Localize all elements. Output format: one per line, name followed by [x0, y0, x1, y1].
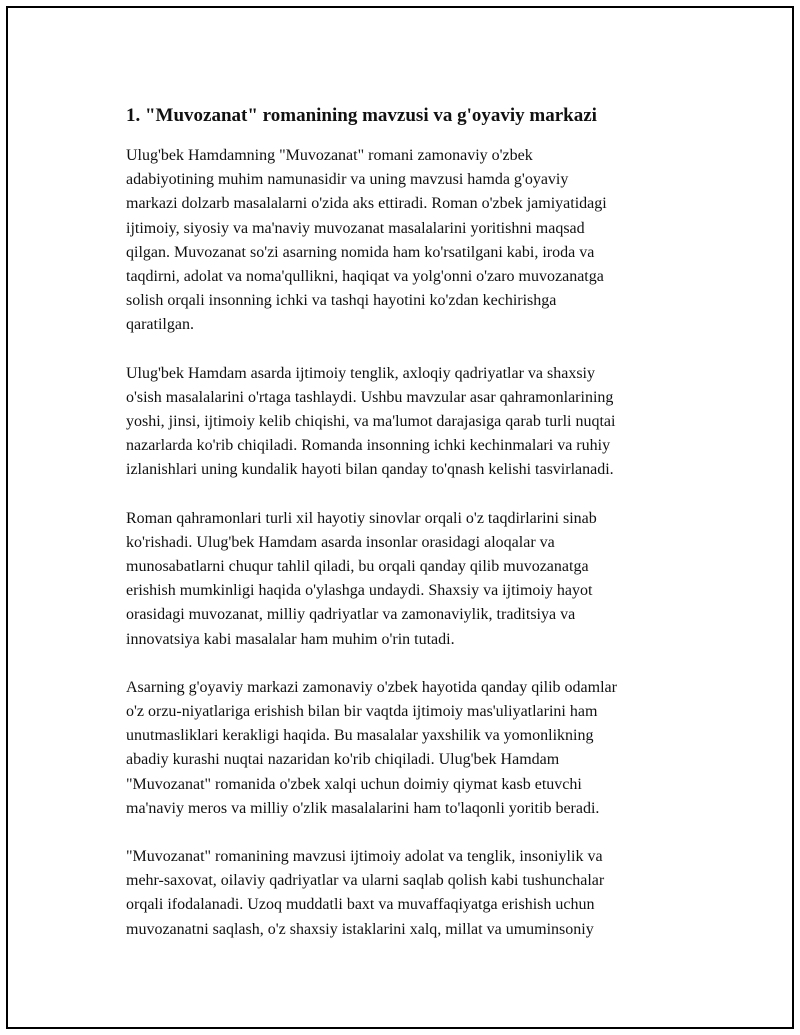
- paragraph: [126, 507, 694, 652]
- text-line: o'sish masalalarini o'rtaga tashlaydi. Ushbu mavzular asar qahramonlarining: [126, 388, 614, 406]
- text-line: solish orqali insonning ichki va tashqi hayotini ko'zdan kechirishga: [126, 292, 557, 310]
- text-line: o'z orzu-niyatlariga erishish bilan bir vaqtda ijtimoiy mas'uliyatlarini ham: [126, 703, 598, 721]
- paragraph: [126, 676, 694, 821]
- text-line: ijtimoiy, siyosiy va ma'naviy muvozanat masalalarini yoritishni maqsad: [126, 219, 585, 237]
- text-line: adabiyotining muhim namunasidir va uning mavzusi hamda g'oyaviy: [126, 171, 569, 189]
- text-line: yoshi, jinsi, ijtimoiy kelib chiqishi, va ma'lumot darajasiga qarab turli nuqtai: [126, 413, 616, 431]
- text-line: unutmasliklari kerakligi haqida. Bu masalalar yaxshilik va yomonlikning: [126, 727, 594, 745]
- text-line: ma'naviy meros va milliy o'zlik masalalarini ham to'laqonli yoritib beradi.: [126, 799, 600, 817]
- text-line: Ulug'bek Hamdam asarda ijtimoiy tenglik, axloqiy qadriyatlar va shaxsiy: [126, 364, 595, 382]
- document-body: [126, 104, 694, 966]
- text-line: innovatsiya kabi masalalar ham muhim o'rin tutadi.: [126, 630, 455, 648]
- text-line: "Muvozanat" romanining mavzusi ijtimoiy adolat va tenglik, insoniylik va: [126, 848, 603, 866]
- text-line: munosabatlarni chuqur tahlil qiladi, bu orqali qanday qilib muvozanatga: [126, 558, 589, 576]
- text-line: orqali ifodalanadi. Uzoq muddatli baxt va muvaffaqiyatga erishish uchun: [126, 896, 595, 914]
- text-line: ko'rishadi. Ulug'bek Hamdam asarda insonlar orasidagi aloqalar va: [126, 533, 555, 551]
- paragraph: [126, 362, 694, 483]
- text-line: muvozanatni saqlash, o'z shaxsiy istaklarini xalq, millat va umuminsoniy: [126, 920, 594, 938]
- paragraph: [126, 845, 694, 942]
- text-line: taqdirni, adolat va noma'qullikni, haqiqat va yolg'onni o'zaro muvozanatga: [126, 268, 604, 286]
- text-line: mehr-saxovat, oilaviy qadriyatlar va ularni saqlab qolish kabi tushunchalar: [126, 872, 605, 890]
- text-line: erishish mumkinligi haqida o'ylashga undaydi. Shaxsiy va ijtimoiy hayot: [126, 582, 593, 600]
- text-line: orasidagi muvozanat, milliy qadriyatlar va zamonaviylik, traditsiya va: [126, 606, 576, 624]
- text-line: abadiy kurashi nuqtai nazaridan ko'rib chiqiladi. Ulug'bek Hamdam: [126, 751, 560, 769]
- text-line: "Muvozanat" romanida o'zbek xalqi uchun doimiy qiymat kasb etuvchi: [126, 775, 582, 793]
- text-line: qilgan. Muvozanat so'zi asarning nomida ham ko'rsatilgani kabi, iroda va: [126, 243, 595, 261]
- text-line: izlanishlari uning kundalik hayoti bilan qanday to'qnash kelishi tasvirlanadi.: [126, 461, 614, 479]
- text-line: Asarning g'oyaviy markazi zamonaviy o'zbek hayotida qanday qilib odamlar: [126, 678, 617, 696]
- text-line: Roman qahramonlari turli xil hayotiy sinovlar orqali o'z taqdirlarini sinab: [126, 509, 597, 527]
- paragraph: [126, 144, 694, 338]
- text-line: nazarlarda ko'rib chiqiladi. Romanda insonning ichki kechinmalari va ruhiy: [126, 437, 611, 455]
- page-frame: [6, 6, 794, 1029]
- section-title: 1. "Muvozanat" romanining mavzusi va g'oyaviy markazi: [126, 105, 597, 126]
- text-line: qaratilgan.: [126, 316, 194, 334]
- text-line: Ulug'bek Hamdamning "Muvozanat" romani zamonaviy o'zbek: [126, 147, 533, 164]
- text-line: markazi dolzarb masalalarni o'zida aks ettiradi. Roman o'zbek jamiyatidagi: [126, 195, 607, 213]
